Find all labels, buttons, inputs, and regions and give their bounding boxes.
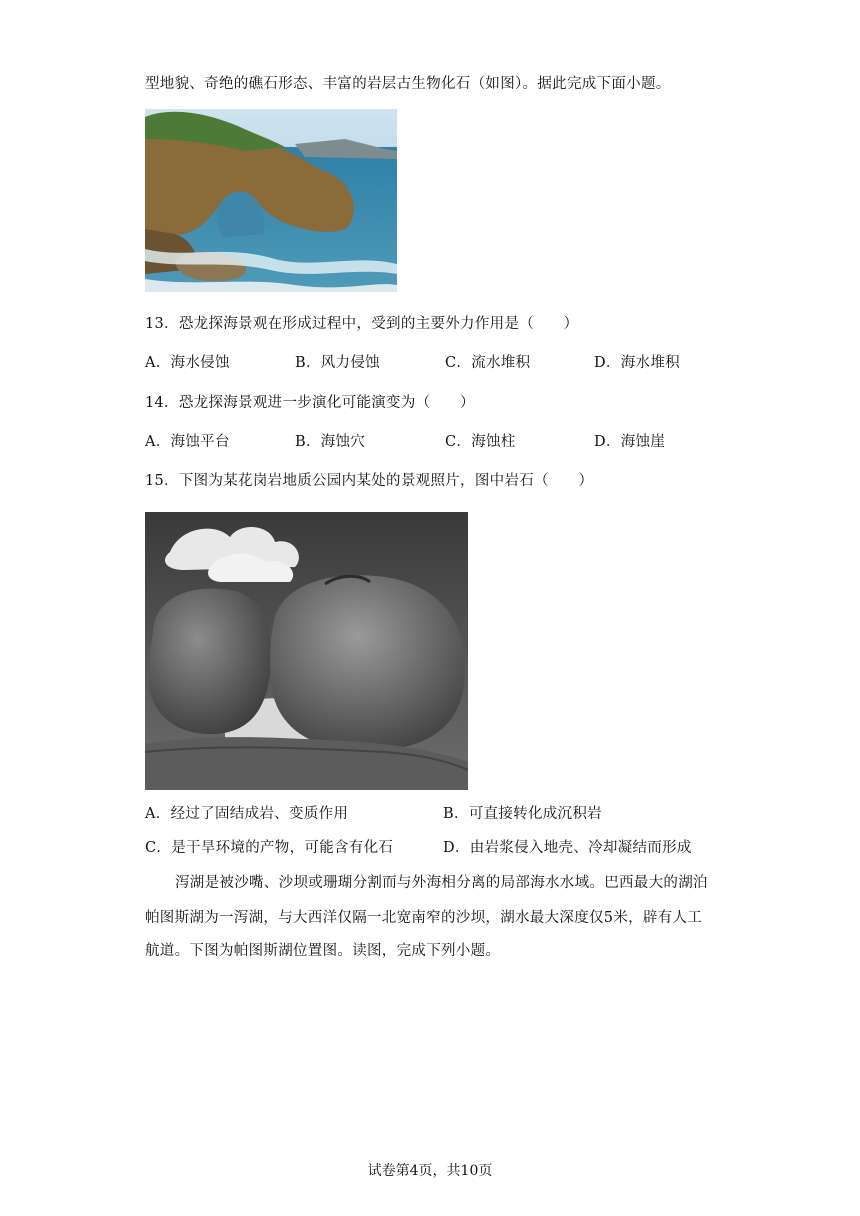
intro-tail-text: 型地貌、奇绝的礁石形态、丰富的岩层古生物化石（如图）。据此完成下面小题。 [145, 76, 671, 92]
q14-option-d[interactable]: D．海蚀崖 [594, 434, 666, 450]
sea-arch-photo [145, 109, 397, 292]
q13-option-d[interactable]: D．海水堆积 [594, 355, 680, 371]
q14-option-c[interactable]: C．海蚀柱 [445, 434, 516, 450]
passage-line-3: 航道。下图为帕图斯湖位置图。读图，完成下列小题。 [145, 943, 501, 959]
q14-option-b[interactable]: B．海蚀穴 [295, 434, 366, 450]
q13-option-b[interactable]: B．风力侵蚀 [295, 355, 380, 371]
page-footer: 试卷第4页，共10页 [367, 1163, 493, 1179]
q15-stem: 15．下图为某花岗岩地质公园内某处的景观照片，图中岩石（ ） [145, 473, 594, 489]
passage-line-1: 泻湖是被沙嘴、沙坝或珊瑚分割而与外海相分离的局部海水水域。巴西最大的湖泊 [175, 875, 708, 891]
q13-stem: 13．恐龙探海景观在形成过程中，受到的主要外力作用是（ ） [145, 316, 579, 332]
passage-line-2: 帕图斯湖为一泻湖，与大西洋仅隔一北宽南窄的沙坝，湖水最大深度仅5米，辟有人工 [145, 910, 703, 926]
q13-option-c[interactable]: C．流水堆积 [445, 355, 531, 371]
q13-option-a[interactable]: A．海水侵蚀 [145, 355, 230, 371]
q14-stem: 14．恐龙探海景观进一步演化可能演变为（ ） [145, 395, 475, 411]
q15-option-d[interactable]: D．由岩浆侵入地壳、冷却凝结而形成 [443, 840, 692, 856]
q15-option-b[interactable]: B．可直接转化成沉积岩 [443, 806, 602, 822]
granite-boulders-photo [145, 512, 468, 790]
q14-option-a[interactable]: A．海蚀平台 [145, 434, 230, 450]
q15-option-a[interactable]: A．经过了固结成岩、变质作用 [145, 806, 349, 822]
q15-option-c[interactable]: C．是干旱环境的产物，可能含有化石 [145, 840, 394, 856]
